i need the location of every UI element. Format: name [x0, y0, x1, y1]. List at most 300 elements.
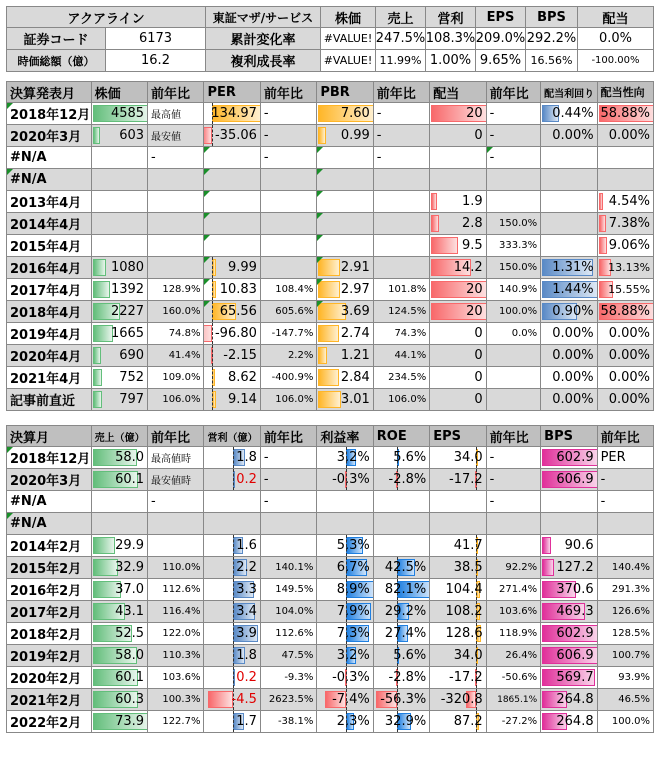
cell-text: 602.9: [556, 626, 594, 641]
data-cell: [204, 447, 260, 468]
data-cell: [317, 623, 373, 644]
data-cell: [374, 235, 430, 256]
summary-header: [376, 7, 426, 27]
cell-text: 0: [474, 370, 483, 385]
data-cell: [261, 235, 317, 256]
row-label: [6, 645, 92, 666]
row-label: [6, 447, 92, 468]
cell-text: 92.2%: [505, 562, 538, 573]
zero-axis: [233, 645, 234, 666]
cell-text: 2016年2月: [10, 584, 82, 599]
cell-text: 営利（億）: [207, 432, 258, 444]
zero-axis: [233, 535, 234, 556]
cell-text: 9.06%: [608, 238, 651, 253]
cell-text: 0: [474, 326, 483, 341]
cell-text: 5.6%: [393, 450, 427, 465]
cell-text: -: [263, 150, 269, 165]
row-label: [6, 147, 92, 168]
data-cell: [148, 535, 204, 556]
comment-marker: [204, 257, 210, 263]
cell-text: 103.6%: [162, 672, 201, 683]
data-cell: [92, 125, 148, 146]
cell-text: 93.9%: [618, 672, 651, 683]
cell-text: -56.3%: [380, 692, 427, 707]
data-cell: [317, 469, 373, 490]
cell-text: 決算月: [10, 430, 50, 446]
column-header: [487, 426, 542, 446]
data-cell: [541, 535, 597, 556]
data-cell: [317, 235, 373, 256]
table-row: [6, 535, 654, 557]
cell-text: 7.3%: [336, 626, 370, 641]
table-row: [6, 711, 654, 733]
data-cell: [487, 323, 542, 344]
row-label: [6, 191, 92, 212]
zero-axis: [212, 323, 213, 344]
data-cell: [261, 469, 317, 490]
cell-text: -0.3%: [332, 472, 370, 487]
cell-text: 1.31%: [552, 260, 594, 275]
data-cell: [204, 623, 260, 644]
cell-text: 2020年2月: [10, 672, 82, 687]
zero-axis: [212, 257, 213, 278]
data-cell: [374, 535, 430, 556]
data-cell: [541, 469, 597, 490]
cell-text: 2.8: [461, 216, 483, 231]
row-label: [6, 389, 92, 410]
cell-text: 58.88%: [600, 106, 651, 121]
data-cell: [148, 367, 204, 388]
cell-text: -: [263, 494, 269, 509]
cell-text: 112.6%: [275, 628, 314, 639]
data-cell: [317, 579, 373, 600]
cell-text: 2014年2月: [10, 540, 82, 555]
data-cell: [148, 147, 204, 168]
row-label: [6, 257, 92, 278]
cell-text: 60.3: [115, 692, 145, 707]
cell-text: 118.9%: [499, 628, 538, 639]
table-row: [6, 323, 654, 345]
data-cell: [148, 689, 204, 710]
cell-text: 16.56%: [530, 54, 573, 67]
data-cell: [148, 103, 204, 124]
data-cell: [541, 557, 597, 578]
summary-value: [476, 28, 526, 49]
comment-marker: [204, 191, 210, 197]
cell-text: #VALUE!: [323, 32, 373, 45]
cell-text: -7.4%: [332, 692, 370, 707]
cell-text: 32.9: [115, 560, 145, 575]
cell-text: 8.9%: [336, 582, 370, 597]
data-bar: [204, 325, 212, 342]
data-cell: [430, 213, 486, 234]
data-cell: [430, 711, 486, 732]
table-row: [6, 491, 654, 513]
cell-text: 752: [119, 370, 145, 385]
comment-marker: [7, 103, 13, 109]
column-header: [430, 426, 486, 446]
cell-text: 3.4: [236, 604, 257, 619]
cell-text: 149.5%: [275, 584, 314, 595]
data-cell: [204, 689, 260, 710]
data-cell: [261, 301, 317, 322]
column-header: [430, 82, 486, 102]
cell-text: 29.9: [115, 538, 145, 553]
comment-marker: [317, 213, 323, 219]
table-row: [6, 447, 654, 469]
cell-text: EPS: [433, 428, 461, 444]
cell-text: 株価: [94, 86, 121, 102]
data-cell: [430, 535, 486, 556]
data-cell: [430, 169, 486, 190]
data-cell: [598, 447, 654, 468]
data-cell: [598, 491, 654, 512]
table-row: [6, 147, 654, 169]
cell-text: 決算発表月: [10, 86, 76, 102]
data-cell: [598, 345, 654, 366]
cell-text: 0.44%: [552, 106, 594, 121]
data-cell: [317, 535, 373, 556]
data-cell: [261, 345, 317, 366]
summary-value: [376, 50, 426, 71]
data-bar: [93, 325, 113, 342]
data-cell: [92, 213, 148, 234]
cell-text: #VALUE!: [323, 54, 373, 67]
data-bar: [431, 215, 439, 232]
comment-marker: [204, 213, 210, 219]
cell-text: 2022年2月: [10, 716, 82, 731]
cell-text: 370.6: [556, 582, 594, 597]
cell-text: 797: [119, 392, 145, 407]
data-cell: [261, 323, 317, 344]
cell-text: 時価総額（億）: [17, 54, 95, 68]
row-label: [6, 667, 92, 688]
data-cell: [317, 169, 373, 190]
data-bar: [542, 559, 554, 576]
cell-text: 47.5%: [281, 650, 314, 661]
cell-text: 3.2%: [336, 648, 370, 663]
data-cell: [317, 491, 373, 512]
cell-text: 140.4%: [611, 562, 651, 573]
cell-text: 2015年4月: [10, 240, 82, 255]
cell-text: 最安値時: [151, 476, 192, 487]
summary-value: [526, 50, 578, 71]
data-cell: [261, 213, 317, 234]
data-cell: [430, 345, 486, 366]
header-row: [6, 81, 654, 103]
data-cell: [261, 689, 317, 710]
data-cell: [204, 323, 260, 344]
cell-text: 74.3%: [394, 328, 427, 339]
table-row: [6, 689, 654, 711]
data-cell: [261, 623, 317, 644]
data-cell: [541, 491, 597, 512]
summary-label: [206, 28, 321, 49]
data-cell: [541, 645, 597, 666]
cell-text: 2018年2月: [10, 628, 82, 643]
data-cell: [92, 169, 148, 190]
zero-axis: [212, 389, 213, 410]
cell-text: 41.4%: [168, 350, 201, 361]
cell-text: 34.0: [453, 648, 483, 663]
zero-axis: [233, 447, 234, 468]
data-cell: [487, 279, 542, 300]
data-cell: [92, 601, 148, 622]
data-bar: [204, 127, 212, 144]
cell-text: 569.7: [556, 670, 594, 685]
data-cell: [541, 103, 597, 124]
data-cell: [541, 667, 597, 688]
data-cell: [374, 513, 430, 534]
cell-text: 108.3%: [426, 31, 476, 46]
cell-text: 東証マザ/サービス: [212, 10, 314, 25]
header-row: [6, 425, 654, 447]
data-cell: [430, 513, 486, 534]
data-cell: [261, 169, 317, 190]
summary-value: [106, 50, 206, 71]
data-cell: [487, 257, 542, 278]
data-cell: [598, 469, 654, 490]
zero-axis: [233, 623, 234, 644]
summary-header: [206, 7, 321, 27]
data-cell: [374, 345, 430, 366]
data-cell: [487, 645, 542, 666]
data-cell: [541, 191, 597, 212]
cell-text: 0.00%: [608, 392, 651, 407]
summary-value: [376, 28, 426, 49]
cell-text: 101.8%: [388, 284, 427, 295]
row-label: [6, 213, 92, 234]
table-row: [6, 103, 654, 125]
summary-row: [6, 6, 654, 28]
cell-text: 2.91: [340, 260, 370, 275]
cell-text: 58.88%: [600, 304, 651, 319]
cell-text: 3.3: [236, 582, 257, 597]
comment-marker: [487, 147, 493, 153]
table-row: [6, 579, 654, 601]
cell-text: 100.3%: [162, 694, 201, 705]
data-cell: [261, 579, 317, 600]
data-bar: [542, 537, 550, 554]
cell-text: 160.0%: [162, 306, 201, 317]
data-cell: [92, 513, 148, 534]
cell-text: -2.8%: [388, 670, 427, 685]
cell-text: 2018年12月: [10, 452, 91, 467]
data-cell: [487, 557, 542, 578]
cell-text: 20: [466, 304, 483, 319]
comment-marker: [317, 191, 323, 197]
data-cell: [374, 623, 430, 644]
cell-text: 0.00%: [608, 128, 651, 143]
data-cell: [92, 579, 148, 600]
cell-text: 7.60: [340, 106, 370, 121]
cell-text: 0.00%: [552, 392, 594, 407]
column-header: [487, 82, 542, 102]
data-cell: [598, 645, 654, 666]
zero-axis: [233, 667, 234, 688]
data-cell: [317, 513, 373, 534]
cell-text: 264.8: [556, 714, 594, 729]
data-cell: [261, 601, 317, 622]
cell-text: 7.38%: [608, 216, 651, 231]
cell-text: 264.8: [556, 692, 594, 707]
data-cell: [261, 711, 317, 732]
data-cell: [430, 389, 486, 410]
cell-text: 1.6: [236, 538, 257, 553]
data-cell: [374, 367, 430, 388]
cell-text: 128.5%: [611, 628, 651, 639]
cell-text: 606.9: [556, 648, 594, 663]
table-row: [6, 667, 654, 689]
cell-text: 5.6%: [393, 648, 427, 663]
data-cell: [541, 623, 597, 644]
cell-text: 108.4%: [275, 284, 314, 295]
data-cell: [92, 491, 148, 512]
cell-text: -38.1%: [277, 716, 314, 727]
data-cell: [148, 645, 204, 666]
cell-text: 100.0%: [499, 306, 538, 317]
data-cell: [487, 579, 542, 600]
table-row: [6, 191, 654, 213]
cell-text: 6.7%: [336, 560, 370, 575]
cell-text: 前年比: [263, 86, 303, 102]
data-cell: [148, 257, 204, 278]
cell-text: 52.5: [115, 626, 145, 641]
data-cell: [598, 711, 654, 732]
data-cell: [204, 535, 260, 556]
data-cell: [204, 645, 260, 666]
cell-text: #N/A: [10, 172, 47, 187]
cell-text: -: [600, 472, 606, 487]
cell-text: 0.99: [340, 128, 370, 143]
data-cell: [541, 345, 597, 366]
summary-table: [6, 6, 654, 72]
data-cell: [148, 579, 204, 600]
data-cell: [430, 125, 486, 146]
data-cell: [487, 623, 542, 644]
data-cell: [261, 191, 317, 212]
cell-text: 1080: [110, 260, 145, 275]
summary-header: [526, 7, 578, 27]
data-bar: [93, 127, 100, 144]
data-cell: [430, 367, 486, 388]
cell-text: 2020年3月: [10, 130, 82, 145]
data-cell: [317, 257, 373, 278]
data-cell: [317, 389, 373, 410]
comment-marker: [317, 279, 323, 285]
data-cell: [374, 125, 430, 146]
data-cell: [541, 147, 597, 168]
comment-marker: [7, 169, 13, 175]
data-cell: [430, 689, 486, 710]
data-cell: [261, 513, 317, 534]
data-cell: [430, 557, 486, 578]
data-cell: [541, 257, 597, 278]
zero-axis: [212, 125, 213, 146]
data-cell: [430, 323, 486, 344]
data-cell: [148, 667, 204, 688]
summary-header: [578, 7, 654, 27]
cell-text: 60.1: [115, 472, 145, 487]
cell-text: 2.3%: [336, 714, 370, 729]
data-cell: [317, 689, 373, 710]
cell-text: 配当利回り: [544, 88, 595, 100]
data-cell: [541, 689, 597, 710]
data-cell: [148, 623, 204, 644]
cell-text: -: [600, 494, 606, 509]
cell-text: -: [151, 494, 156, 509]
column-header: [6, 426, 92, 446]
zero-axis: [212, 367, 213, 388]
data-cell: [92, 711, 148, 732]
cell-text: 2021年4月: [10, 372, 82, 387]
row-label: [6, 235, 92, 256]
row-label: [6, 601, 92, 622]
data-cell: [541, 389, 597, 410]
data-cell: [92, 469, 148, 490]
summary-value: [578, 50, 654, 71]
data-cell: [317, 103, 373, 124]
data-cell: [487, 125, 542, 146]
summary-label: [6, 50, 106, 71]
data-cell: [204, 557, 260, 578]
cell-text: 0.00%: [552, 326, 594, 341]
table-row: [6, 301, 654, 323]
data-cell: [261, 279, 317, 300]
cell-text: 20: [466, 106, 483, 121]
data-cell: [374, 191, 430, 212]
data-cell: [204, 367, 260, 388]
data-cell: [430, 235, 486, 256]
data-cell: [317, 323, 373, 344]
data-cell: [487, 213, 542, 234]
data-cell: [487, 491, 542, 512]
data-cell: [261, 491, 317, 512]
cell-text: 最高値: [151, 110, 182, 121]
data-cell: [204, 513, 260, 534]
cell-text: 最高値時: [151, 454, 192, 465]
data-cell: [92, 345, 148, 366]
data-cell: [317, 301, 373, 322]
cell-text: 104.4: [445, 582, 483, 597]
data-cell: [204, 103, 260, 124]
cell-text: -: [489, 472, 495, 487]
data-bar: [599, 237, 608, 254]
data-cell: [204, 169, 260, 190]
cell-text: 営利: [437, 11, 464, 27]
data-cell: [92, 147, 148, 168]
data-cell: [92, 367, 148, 388]
data-cell: [92, 257, 148, 278]
data-cell: [204, 147, 260, 168]
cell-text: 9.99: [227, 260, 257, 275]
cell-text: 9.65%: [479, 53, 522, 68]
data-cell: [598, 535, 654, 556]
data-cell: [92, 557, 148, 578]
cell-text: 株価: [334, 11, 361, 27]
data-cell: [487, 447, 542, 468]
data-cell: [374, 469, 430, 490]
cell-text: 1.00%: [429, 53, 472, 68]
column-header: [6, 82, 92, 102]
summary-value: [106, 28, 206, 49]
cell-text: ROE: [376, 428, 407, 444]
cell-text: 7.9%: [336, 604, 370, 619]
cell-text: 116.4%: [162, 606, 201, 617]
data-bar: [318, 127, 325, 144]
summary-label: [206, 50, 321, 71]
data-cell: [487, 367, 542, 388]
